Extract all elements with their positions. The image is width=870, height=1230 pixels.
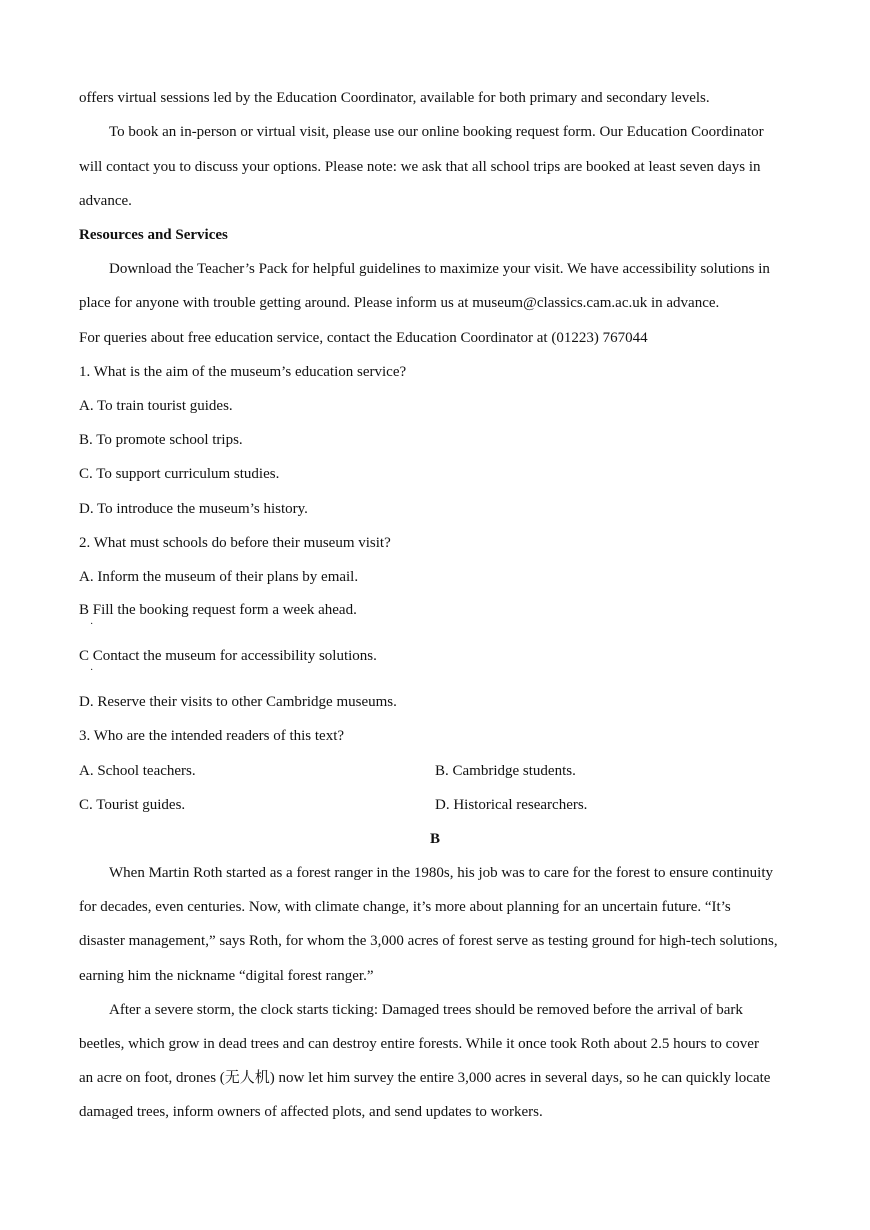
option-c-dot: · bbox=[90, 665, 94, 676]
passage-a-line-2: To book an in-person or virtual visit, please use our online booking request form. Our Education Coordinator bbox=[109, 124, 764, 140]
passage-b-line-7: an acre on foot, drones (无人机) now let him survey the entire 3,000 acres in several days, so he can quickly locate bbox=[79, 1070, 771, 1086]
passage-b-line-8: damaged trees, inform owners of affected plots, and send updates to workers. bbox=[79, 1104, 543, 1120]
passage-b-line-1: When Martin Roth started as a forest ranger in the 1980s, his job was to care for the forest to ensure continuity bbox=[109, 865, 773, 881]
question-1-option-a: A. To train tourist guides. bbox=[79, 398, 233, 414]
passage-a-line-1: offers virtual sessions led by the Education Coordinator, available for both primary and secondary levels. bbox=[79, 90, 710, 106]
option-b-dot: · bbox=[90, 619, 94, 630]
resources-line-3: For queries about free education service, contact the Education Coordinator at (01223) 767044 bbox=[79, 330, 648, 346]
question-3-option-b: B. Cambridge students. bbox=[435, 763, 576, 779]
question-2-option-c: C Contact the museum for accessibility solutions. bbox=[79, 648, 377, 664]
resources-line-2: place for anyone with trouble getting around. Please inform us at museum@classics.cam.ac.uk in advance. bbox=[79, 295, 720, 311]
passage-a-line-3: will contact you to discuss your options. Please note: we ask that all school trips are booked at least seven days in bbox=[79, 159, 761, 175]
question-1-option-c: C. To support curriculum studies. bbox=[79, 466, 280, 482]
passage-b-line-4: earning him the nickname “digital forest ranger.” bbox=[79, 968, 374, 984]
resources-line-1: Download the Teacher’s Pack for helpful guidelines to maximize your visit. We have accessibility solutions in bbox=[109, 261, 770, 277]
question-1-stem: 1. What is the aim of the museum’s education service? bbox=[79, 364, 407, 380]
question-2-option-b: B Fill the booking request form a week ahead. bbox=[79, 602, 357, 618]
question-1-option-d: D. To introduce the museum’s history. bbox=[79, 501, 308, 517]
question-3-option-a: A. School teachers. bbox=[79, 763, 196, 779]
passage-b-line-5: After a severe storm, the clock starts ticking: Damaged trees should be removed before the arrival of bark bbox=[109, 1002, 743, 1018]
passage-b-line-3: disaster management,” says Roth, for whom the 3,000 acres of forest serve as testing ground for high-tech solutions, bbox=[79, 933, 778, 949]
question-2-option-a: A. Inform the museum of their plans by email. bbox=[79, 569, 359, 585]
passage-a-line-4: advance. bbox=[79, 193, 132, 209]
question-3-option-d: D. Historical researchers. bbox=[435, 797, 588, 813]
question-3-option-c: C. Tourist guides. bbox=[79, 797, 186, 813]
passage-b-line-2: for decades, even centuries. Now, with climate change, it’s more about planning for an uncertain future. “It’s bbox=[79, 899, 731, 915]
passage-b-line-6: beetles, which grow in dead trees and can destroy entire forests. While it once took Roth about 2.5 hours to cover bbox=[79, 1036, 759, 1052]
question-2-stem: 2. What must schools do before their museum visit? bbox=[79, 535, 391, 551]
question-3-stem: 3. Who are the intended readers of this text? bbox=[79, 728, 345, 744]
question-2-option-d: D. Reserve their visits to other Cambridge museums. bbox=[79, 694, 397, 710]
section-b-heading: B bbox=[429, 831, 440, 847]
resources-heading: Resources and Services bbox=[79, 227, 228, 243]
question-1-option-b: B. To promote school trips. bbox=[79, 432, 243, 448]
